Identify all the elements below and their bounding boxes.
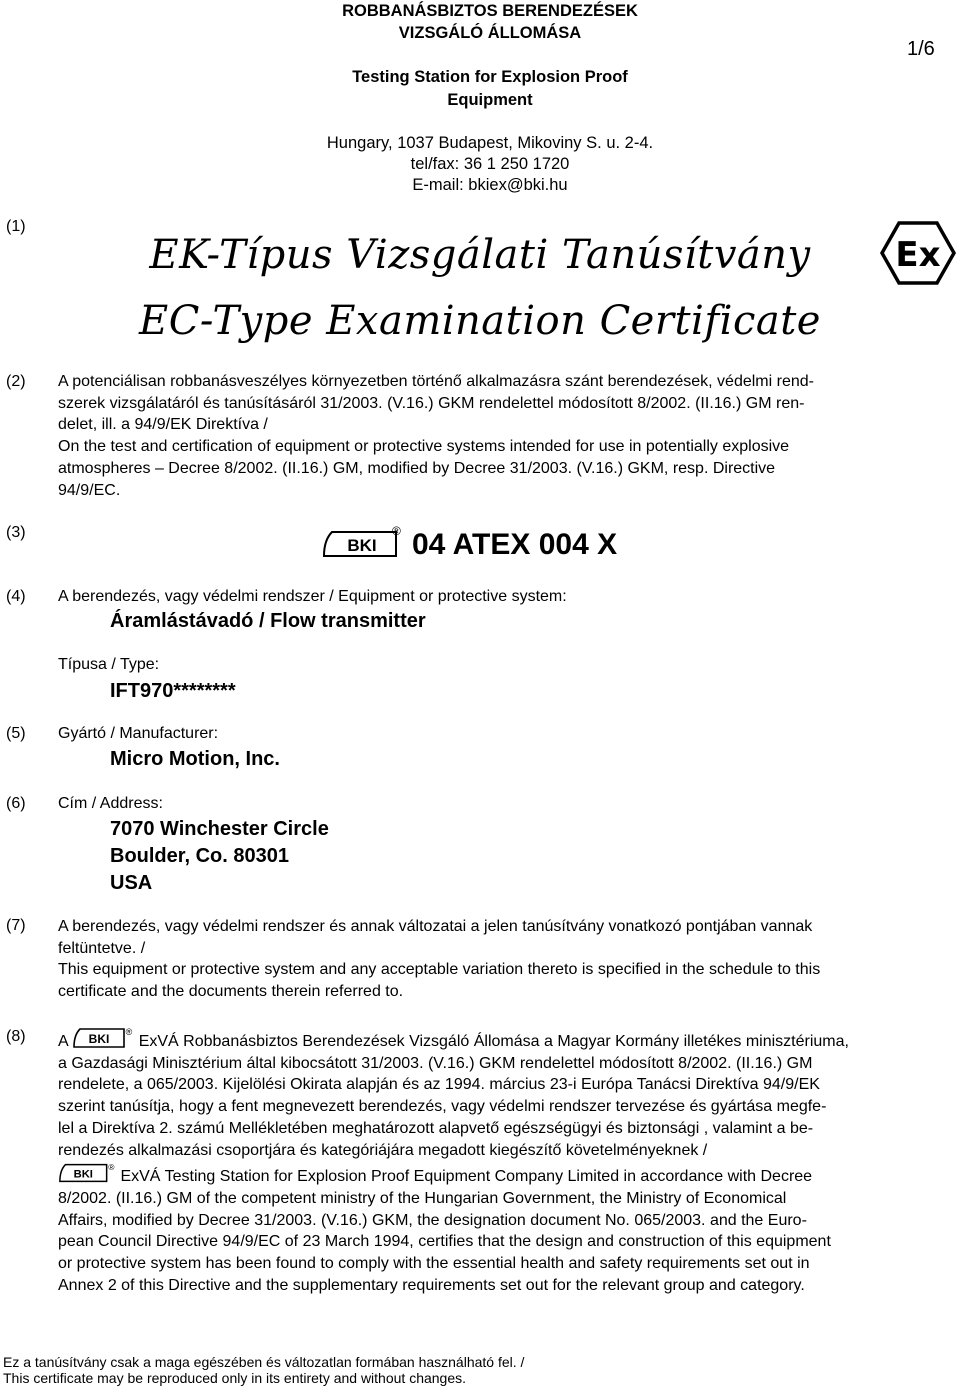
org-email: E-mail: bkiex@bki.hu [412,176,568,194]
address-line2: Boulder, Co. 80301 [110,845,289,867]
bki-logo-icon [322,526,402,562]
org-name-hu-line2: VIZSGÁLÓ ÁLLOMÁSA [398,24,582,42]
s2-line: On the test and certification of equipment or protective systems intended for use in potentially explosive [58,438,790,456]
s8-line: Annex 2 of this Directive and the supplementary requirements set out for the relevant group and category. [58,1276,805,1294]
section-8-text [58,1026,960,1296]
s8-line: rendezés alkalmazási csoportjára és kategóriájára megadott kiegészítő követelményeknek / [58,1141,708,1159]
svg-text:BKI: BKI [88,1032,110,1046]
s8-line-en-first [58,1161,960,1188]
manufacturer-value: Micro Motion, Inc. [110,748,280,770]
title-en: EC-Type Examination Certificate [139,298,821,344]
address-label: Cím / Address: [58,795,163,812]
s7-line: feltüntetve. / [58,939,146,957]
section-number-1: (1) [6,218,26,235]
s8-line1-text: ExVÁ Robbanásbiztos Berendezések Vizsgáló Állomása a Magyar Kormány illetékes minisztériuma, [138,1033,849,1050]
footer-en: This certificate may be reproduced only in its entirety and without changes. [3,1370,467,1386]
s8-line: szerint tanúsítja, hogy a fent megnevezett berendezés, vagy védelmi rendszer tervezése és gyártása megfe- [58,1098,827,1116]
registered-mark: ® [392,524,401,538]
section-number-2: (2) [6,373,26,390]
s8-line: pean Council Directive 94/9/EC of 23 March 1994, certifies that the design and construction of this equipment [58,1233,831,1251]
s8-line-first [58,1026,960,1053]
s2-line: szerek vizsgálatáról és tanúsításáról 31/2003. (V.16.) GKM rendelettel módosított 8/2002. (II.16.) GM ren- [58,394,805,412]
bki-logo-small-icon [72,1026,134,1050]
section-7-text [58,916,960,1003]
section-number-8: (8) [6,1028,26,1045]
s2-line: 94/9/EC. [58,481,121,499]
org-name-en-line2: Equipment [447,91,533,109]
equipment-value: Áramlástávadó / Flow transmitter [110,610,426,632]
bki-logo-text: BKI [347,536,377,555]
bki-logo-small-icon [58,1161,116,1185]
org-address: Hungary, 1037 Budapest, Mikoviny S. u. 2-4. [326,134,654,152]
org-name-hu-line1: ROBBANÁSBIZTOS BERENDEZÉSEK [342,2,638,20]
s7-line: A berendezés, vagy védelmi rendszer és annak változatai a jelen tanúsítvány vonatkozó pontjában vannak [58,918,813,935]
s7-line: certificate and the documents therein referred to. [58,983,404,1001]
section-number-3: (3) [6,524,26,541]
s8-line: 8/2002. (II.16.) GM of the competent ministry of the Hungarian Government, the Ministry of Economical [58,1189,787,1207]
svg-text:®: ® [108,1162,115,1173]
svg-text:®: ® [125,1027,133,1037]
section-number-4: (4) [6,588,26,605]
section-number-5: (5) [6,725,26,742]
section-number-7: (7) [6,917,26,934]
footer-hu: Ez a tanúsítvány csak a maga egészében és változatlan formában használható fel. / [3,1354,525,1370]
s8-line: or protective system has been found to comply with the essential health and safety requirements set out in [58,1255,810,1273]
manufacturer-label: Gyártó / Manufacturer: [58,725,219,742]
s2-line: A potenciálisan robbanásveszélyes környezetben történő alkalmazásra szánt berendezések, védelmi rend- [58,373,814,390]
type-value: IFT970******** [110,680,236,702]
s8-line: rendelete, a 065/2003. Kijelölési Okirata alapján és az 1994. március 23-i Európa Tanácsi Direktíva 94/9/EK [58,1076,820,1094]
s2-line: delet, ill. a 94/9/EK Direktíva / [58,416,268,434]
equipment-label: A berendezés, vagy védelmi rendszer / Equipment or protective system: [58,588,567,605]
ex-hexagon-icon [880,220,956,286]
s8-a-word: A [58,1033,68,1050]
s2-line: atmospheres – Decree 8/2002. (II.16.) GM, modified by Decree 31/2003. (V.16.) GKM, resp. Directive [58,459,776,477]
title-hu: EK-Típus Vizsgálati Tanúsítvány [149,232,811,278]
section-number-6: (6) [6,795,26,812]
s8-line: lel a Direktíva 2. számú Mellékletében meghatározott alapvető egészségügyi és biztonsági , valamint a be- [58,1119,814,1137]
certificate-number: 04 ATEX 004 X [412,528,618,561]
address-line3: USA [110,872,153,894]
org-name-en-line1: Testing Station for Explosion Proof [352,68,628,86]
type-label: Típusa / Type: [58,656,160,673]
section-2-text [58,371,960,501]
ex-mark-text: Ex [895,235,941,275]
address-line1: 7070 Winchester Circle [110,818,329,840]
s7-line: This equipment or protective system and any acceptable variation thereto is specified in the schedule to this [58,961,821,979]
page-number: 1/6 [907,38,935,60]
s8-line: Affairs, modified by Decree 31/2003. (V.16.) GKM, the designation document No. 065/2003. and the Euro- [58,1211,807,1229]
org-telfax: tel/fax: 36 1 250 1720 [410,155,570,173]
s8-en-first-text: ExVÁ Testing Station for Explosion Proof Equipment Company Limited in accordance with Decree [120,1168,813,1186]
s8-line: a Gazdasági Minisztérium által kibocsátott 31/2003. (V.16.) GKM rendelettel módosított 8/2002. (II.16.) GM [58,1054,813,1072]
svg-text:BKI: BKI [73,1168,93,1181]
